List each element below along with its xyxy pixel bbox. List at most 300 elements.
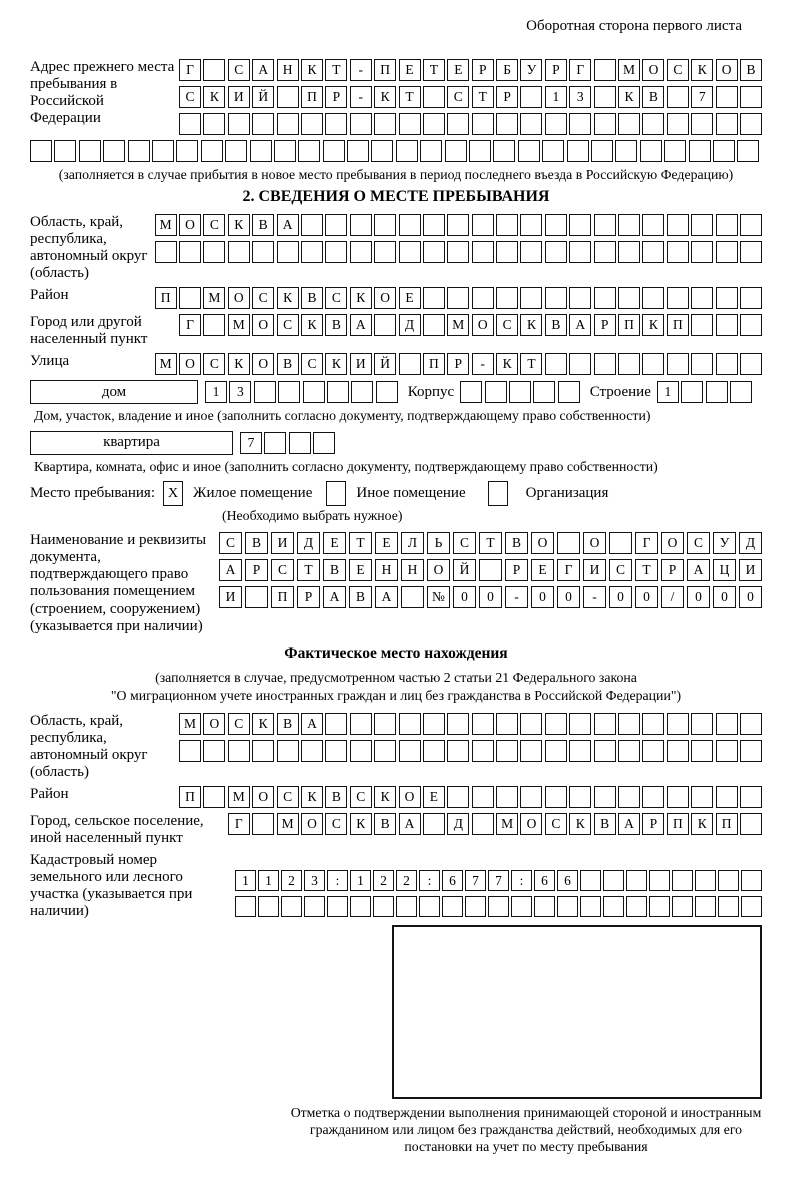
char-cell: 1 (545, 86, 567, 108)
char-cell: О (427, 559, 450, 581)
char-cell: С (219, 532, 242, 554)
cadastral-row-1 (235, 870, 762, 891)
char-cell: С (203, 214, 225, 236)
char-cell (557, 896, 578, 917)
char-cell: М (447, 314, 469, 336)
char-cell: Г (569, 59, 591, 81)
char-cell (520, 713, 542, 735)
page-side-note: Оборотная сторона первого листа (526, 18, 742, 34)
char-cell (603, 896, 624, 917)
char-cell: К (301, 786, 323, 808)
char-cell (618, 786, 640, 808)
char-cell (423, 214, 445, 236)
char-cell: М (228, 314, 250, 336)
char-cell (740, 241, 762, 263)
char-cell (520, 86, 542, 108)
char-cell: - (350, 86, 372, 108)
char-cell (594, 786, 616, 808)
char-cell: В (545, 314, 567, 336)
char-cell: Д (297, 532, 320, 554)
char-cell (496, 786, 518, 808)
char-cell (460, 381, 482, 403)
char-cell: М (179, 713, 201, 735)
char-cell: О (179, 214, 201, 236)
stay-place-note: (Необходимо выбрать нужное) (222, 508, 403, 524)
char-cell: П (667, 314, 689, 336)
stroenie-cells (657, 381, 752, 403)
char-cell (399, 353, 421, 375)
char-cell: Е (447, 59, 469, 81)
char-cell: Б (496, 59, 518, 81)
char-cell: А (323, 586, 346, 608)
char-cell: О (642, 59, 664, 81)
char-cell: А (252, 59, 274, 81)
char-cell: В (374, 813, 396, 835)
char-cell: 0 (453, 586, 476, 608)
char-cell (642, 287, 664, 309)
char-cell (301, 740, 323, 762)
char-cell: 0 (479, 586, 502, 608)
char-cell (301, 113, 323, 135)
char-cell: И (271, 532, 294, 554)
char-cell (447, 287, 469, 309)
char-cell (569, 287, 591, 309)
checkbox-residential-label: Жилое помещение (193, 485, 313, 502)
char-cell (496, 287, 518, 309)
char-cell: Е (349, 559, 372, 581)
char-cell (447, 713, 469, 735)
char-cell (545, 287, 567, 309)
char-cell (250, 140, 272, 162)
char-cell: С (350, 786, 372, 808)
char-cell (496, 740, 518, 762)
char-cell (691, 740, 713, 762)
char-cell (594, 113, 616, 135)
char-cell: 1 (235, 870, 256, 891)
char-cell: А (301, 713, 323, 735)
char-cell (580, 896, 601, 917)
actual-district-field (30, 786, 762, 808)
char-cell (442, 896, 463, 917)
char-cell (691, 214, 713, 236)
actual-region-field (30, 713, 762, 781)
char-cell (203, 740, 225, 762)
char-cell: С (667, 59, 689, 81)
char-cell (289, 432, 311, 454)
char-cell: С (496, 314, 518, 336)
document-field (30, 532, 762, 635)
char-cell (374, 113, 396, 135)
actual-region-label: Область, край, республика, автономный округ (область) (30, 712, 148, 780)
char-cell (396, 896, 417, 917)
char-cell: 1 (258, 870, 279, 891)
char-cell (103, 140, 125, 162)
registration-stamp-box (392, 925, 762, 1099)
char-cell (567, 140, 589, 162)
char-cell: Е (531, 559, 554, 581)
char-cell (313, 432, 335, 454)
actual-region-row-2 (179, 740, 762, 762)
char-cell (350, 214, 372, 236)
char-cell (740, 740, 762, 762)
char-cell (350, 896, 371, 917)
char-cell: У (713, 532, 736, 554)
char-cell (594, 353, 616, 375)
char-cell: О (252, 314, 274, 336)
korpus-label: Корпус (407, 383, 455, 400)
char-cell: Т (472, 86, 494, 108)
char-cell: 1 (205, 381, 227, 403)
char-cell: П (374, 59, 396, 81)
char-cell: А (687, 559, 710, 581)
char-cell (740, 713, 762, 735)
char-cell (245, 586, 268, 608)
char-cell (203, 786, 225, 808)
checkbox-other-premises-label: Иное помещение (356, 485, 466, 502)
char-cell (155, 241, 177, 263)
actual-location-note (30, 669, 762, 705)
char-cell (594, 287, 616, 309)
char-cell (423, 813, 445, 835)
char-cell (176, 140, 198, 162)
char-cell (496, 214, 518, 236)
char-cell (472, 713, 494, 735)
char-cell (447, 740, 469, 762)
char-cell (642, 241, 664, 263)
char-cell (472, 786, 494, 808)
char-cell (179, 241, 201, 263)
char-cell: В (277, 353, 299, 375)
char-cell: О (531, 532, 554, 554)
char-cell (716, 353, 738, 375)
char-cell (203, 113, 225, 135)
char-cell (618, 713, 640, 735)
char-cell (179, 287, 201, 309)
char-cell (472, 241, 494, 263)
char-cell (323, 140, 345, 162)
char-cell (496, 113, 518, 135)
prev-address-label: Адрес прежнего места пребывания в Российской Федерации (30, 59, 175, 127)
district-field (30, 287, 762, 309)
char-cell: И (583, 559, 606, 581)
char-cell: В (252, 214, 274, 236)
prev-address-row-2 (179, 86, 762, 108)
char-cell: О (374, 287, 396, 309)
char-cell: О (520, 813, 542, 835)
char-cell (469, 140, 491, 162)
region-row-1 (155, 214, 762, 236)
char-cell (301, 241, 323, 263)
char-cell (298, 140, 320, 162)
char-cell (594, 59, 616, 81)
char-cell (557, 532, 580, 554)
char-cell (419, 896, 440, 917)
house-line (30, 380, 762, 404)
char-cell (741, 870, 762, 891)
char-cell (594, 86, 616, 108)
char-cell: 7 (240, 432, 262, 454)
char-cell (203, 314, 225, 336)
char-cell (399, 113, 421, 135)
char-cell: Р (505, 559, 528, 581)
char-cell (569, 113, 591, 135)
char-cell: П (179, 786, 201, 808)
char-cell: Й (374, 353, 396, 375)
char-cell (691, 113, 713, 135)
street-field (30, 353, 762, 375)
char-cell: : (419, 870, 440, 891)
char-cell: П (301, 86, 323, 108)
region-label: Область, край, республика, автономный округ (область) (30, 213, 148, 281)
char-cell (672, 870, 693, 891)
char-cell (520, 786, 542, 808)
char-cell (179, 113, 201, 135)
char-cell: К (203, 86, 225, 108)
char-cell: 6 (534, 870, 555, 891)
char-cell: Е (399, 59, 421, 81)
char-cell (716, 314, 738, 336)
char-cell: Д (399, 314, 421, 336)
char-cell (615, 140, 637, 162)
char-cell: С (277, 314, 299, 336)
char-cell (496, 241, 518, 263)
char-cell (740, 86, 762, 108)
char-cell: И (228, 86, 250, 108)
region-row-2 (155, 241, 762, 263)
char-cell: К (228, 214, 250, 236)
char-cell (347, 140, 369, 162)
char-cell (179, 740, 201, 762)
char-cell: Т (520, 353, 542, 375)
char-cell: 7 (488, 870, 509, 891)
char-cell: С (325, 813, 347, 835)
char-cell: 7 (691, 86, 713, 108)
char-cell (327, 896, 348, 917)
char-cell (737, 140, 759, 162)
char-cell (691, 314, 713, 336)
char-cell (479, 559, 502, 581)
document-label: Наименование и реквизиты документа, подтверждающего право пользования помещением (строением, сооружением) (указывается при наличии) (30, 532, 207, 634)
char-cell: С (325, 287, 347, 309)
char-cell (667, 113, 689, 135)
char-cell: К (325, 353, 347, 375)
char-cell (580, 870, 601, 891)
char-cell: Т (423, 59, 445, 81)
char-cell: Л (401, 532, 424, 554)
checkbox-other-premises (326, 481, 346, 506)
char-cell (558, 381, 580, 403)
document-row-1 (219, 532, 762, 554)
char-cell (545, 113, 567, 135)
char-cell (534, 896, 555, 917)
registration-stamp-caption: Отметка о подтверждении выполнения принимающей стороной и иностранным гражданином или лицом без гражданства действий, необходимых для его постановки на учет по месту пребывания (290, 1104, 762, 1155)
char-cell (569, 241, 591, 263)
char-cell (667, 86, 689, 108)
char-cell: Е (323, 532, 346, 554)
char-cell: Д (447, 813, 469, 835)
char-cell (569, 353, 591, 375)
char-cell: В (323, 559, 346, 581)
char-cell (569, 740, 591, 762)
prev-address-row-4 (30, 140, 762, 162)
char-cell: К (569, 813, 591, 835)
char-cell (691, 353, 713, 375)
char-cell: 2 (373, 870, 394, 891)
char-cell: С (203, 353, 225, 375)
char-cell (649, 896, 670, 917)
char-cell (264, 432, 286, 454)
char-cell (591, 140, 613, 162)
char-cell (545, 740, 567, 762)
char-cell: К (228, 353, 250, 375)
char-cell (664, 140, 686, 162)
char-cell (420, 140, 442, 162)
city-row (179, 314, 762, 336)
char-cell: Г (557, 559, 580, 581)
char-cell (542, 140, 564, 162)
char-cell (399, 241, 421, 263)
char-cell: 0 (635, 586, 658, 608)
char-cell (350, 740, 372, 762)
char-cell: А (399, 813, 421, 835)
char-cell (371, 140, 393, 162)
char-cell: У (520, 59, 542, 81)
char-cell (545, 353, 567, 375)
char-cell (716, 713, 738, 735)
char-cell: М (203, 287, 225, 309)
char-cell: С (271, 559, 294, 581)
char-cell (376, 381, 398, 403)
char-cell (423, 287, 445, 309)
district-row (155, 287, 762, 309)
char-cell: Н (277, 59, 299, 81)
char-cell (373, 896, 394, 917)
char-cell: С (301, 353, 323, 375)
char-cell (569, 214, 591, 236)
char-cell (325, 113, 347, 135)
actual-region-row-1 (179, 713, 762, 735)
char-cell (374, 713, 396, 735)
char-cell: В (277, 713, 299, 735)
char-cell (472, 740, 494, 762)
char-cell (642, 713, 664, 735)
char-cell (511, 896, 532, 917)
char-cell (716, 214, 738, 236)
char-cell: Р (245, 559, 268, 581)
char-cell: Н (401, 559, 424, 581)
char-cell (277, 740, 299, 762)
char-cell (642, 353, 664, 375)
char-cell: И (219, 586, 242, 608)
char-cell: Е (375, 532, 398, 554)
char-cell: 1 (657, 381, 679, 403)
char-cell (488, 896, 509, 917)
char-cell (618, 113, 640, 135)
char-cell (741, 896, 762, 917)
char-cell: К (350, 813, 372, 835)
char-cell: С (252, 287, 274, 309)
char-cell: П (667, 813, 689, 835)
char-cell: К (496, 353, 518, 375)
char-cell (626, 896, 647, 917)
char-cell (716, 86, 738, 108)
char-cell (423, 713, 445, 735)
char-cell (258, 896, 279, 917)
char-cell (642, 214, 664, 236)
char-cell (618, 353, 640, 375)
char-cell: Т (325, 59, 347, 81)
char-cell (545, 713, 567, 735)
char-cell: П (716, 813, 738, 835)
char-cell: К (642, 314, 664, 336)
char-cell: Д (739, 532, 762, 554)
char-cell (649, 870, 670, 891)
char-cell: Р (661, 559, 684, 581)
char-cell (423, 113, 445, 135)
char-cell: Г (179, 314, 201, 336)
actual-location-note-line1: (заполняется в случае, предусмотренном частью 2 статьи 21 Федерального закона (155, 669, 637, 685)
char-cell (691, 287, 713, 309)
char-cell: К (691, 59, 713, 81)
char-cell (520, 113, 542, 135)
char-cell (493, 140, 515, 162)
char-cell (740, 314, 762, 336)
char-cell: В (245, 532, 268, 554)
char-cell (374, 740, 396, 762)
char-cell (626, 870, 647, 891)
char-cell: Р (642, 813, 664, 835)
char-cell: С (228, 59, 250, 81)
char-cell: С (447, 86, 469, 108)
char-cell (54, 140, 76, 162)
char-cell (423, 314, 445, 336)
checkbox-residential: X (163, 481, 183, 506)
char-cell: О (661, 532, 684, 554)
char-cell: С (277, 786, 299, 808)
char-cell (152, 140, 174, 162)
char-cell: П (271, 586, 294, 608)
char-cell: А (618, 813, 640, 835)
char-cell (374, 241, 396, 263)
char-cell: : (327, 870, 348, 891)
apartment-line (30, 431, 762, 455)
char-cell (695, 870, 716, 891)
city-label: Город или другой населенный пункт (30, 313, 148, 348)
char-cell: П (423, 353, 445, 375)
char-cell (203, 241, 225, 263)
char-cell (401, 586, 424, 608)
char-cell: 0 (687, 586, 710, 608)
char-cell (569, 713, 591, 735)
char-cell (618, 241, 640, 263)
char-cell: М (618, 59, 640, 81)
char-cell (609, 532, 632, 554)
char-cell (325, 241, 347, 263)
char-cell (445, 140, 467, 162)
char-cell: Е (399, 287, 421, 309)
char-cell: Г (635, 532, 658, 554)
char-cell (713, 140, 735, 162)
document-row-3 (219, 586, 762, 608)
char-cell (667, 287, 689, 309)
char-cell (128, 140, 150, 162)
char-cell (594, 713, 616, 735)
char-cell: К (691, 813, 713, 835)
char-cell: 2 (396, 870, 417, 891)
char-cell: О (252, 353, 274, 375)
city-field (30, 314, 762, 348)
char-cell: Ц (713, 559, 736, 581)
